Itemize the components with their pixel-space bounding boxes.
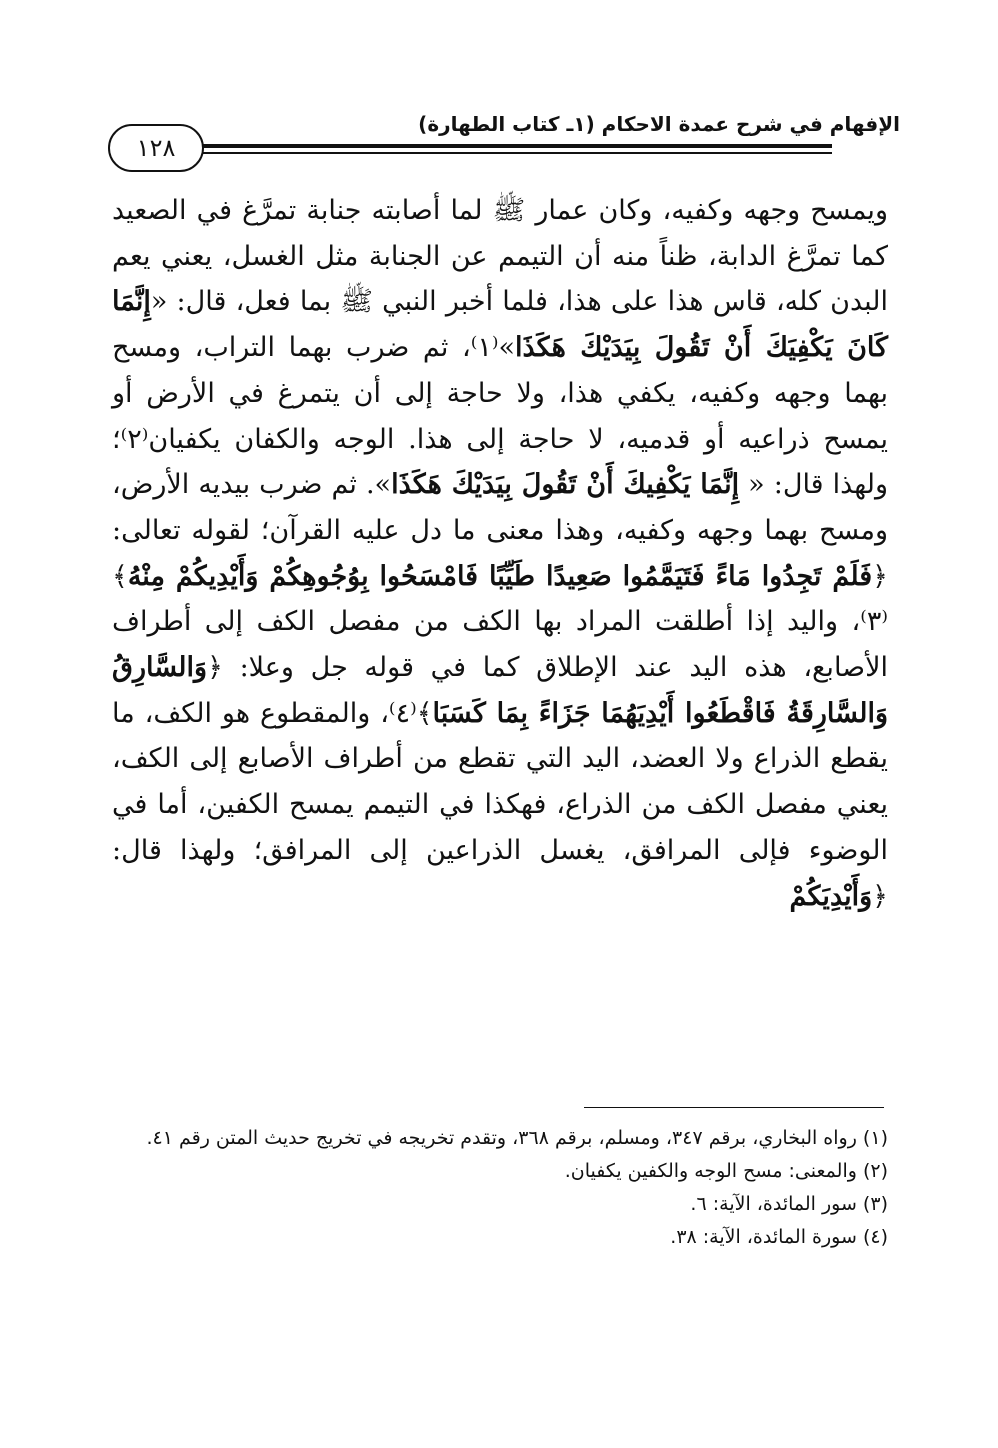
- footnote: (٢) والمعنى: مسح الوجه والكفين يكفيان.: [564, 1160, 888, 1182]
- text-run: ويمسح وجهه وكفيه، وكان عمار ﷺ لما أصابته جنابة تمرَّغ في الصعيد كما تمرَّغ الدابة، ظناً منه أن التيمم عن الجنابة مثل الغسل، يعني يعم البدن كله، قاس هذا على هذا، فلما أخبر النبي ﷺ بما فعل، قال: «: [112, 195, 888, 318]
- paragraph: [112, 188, 888, 919]
- footnote-separator: [584, 1107, 884, 1108]
- text-run: ﴾⁽٣⁾، واليد إذا أطلقت المراد بها الكف من مفصل الكف إلى أطراف الأصابع، هذه اليد عند الإطلاق كما في قوله جل وعلا: ﴿: [112, 560, 888, 684]
- footnotes: [112, 1122, 888, 1254]
- quran-verse: فَلَمْ تَجِدُوا مَاءً فَتَيَمَّمُوا صَعِيدًا طَيِّبًا فَامْسَحُوا بِوُجُوهِكُمْ وَأَيْدِيكُمْ مِنْهُ: [127, 560, 873, 592]
- hadith-quote: إِنَّمَا كَانَ يَكْفِيَكَ أَنْ تَقُولَ بِيَدَيْكَ هَكَذَا: [112, 286, 889, 364]
- main-text: [112, 188, 888, 919]
- quran-verse: وَالسَّارِقُ وَالسَّارِقَةُ فَاقْطَعُوا أَيْدِيَهُمَا جَزَاءً بِمَا كَسَبَا: [112, 652, 888, 729]
- hadith-quote: إِنَّمَا يَكْفِيكَ أَنْ تَقُولَ بِيَدَيْكَ هَكَذَا: [391, 469, 740, 501]
- header-rule-thick: [110, 144, 832, 148]
- text-run: »⁽١⁾، ثم ضرب بهما التراب، ومسح بهما وجهه وكفيه، يكفي هذا، ولا حاجة إلى أن يتمرغ في الأرض أو يمسح ذراعيه أو قدميه، لا حاجة إلى هذا. الوجه والكفان يكفيان⁽٢⁾؛ ولهذا قال: «: [112, 332, 888, 501]
- book-title: الإفهام في شرح عمدة الاحكام (١ـ كتاب الطهارة): [418, 112, 900, 136]
- page-header: [110, 108, 900, 178]
- header-rule-thin: [110, 152, 832, 154]
- footnote: (١) رواه البخاري، برقم ٣٤٧، ومسلم، برقم ٣٦٨، وتقدم تخريجه في تخريج حديث المتن رقم ٤١.: [146, 1127, 888, 1149]
- text-run: ﴾⁽٤⁾، والمقطوع هو الكف، ما يقطع الذراع ولا العضد، اليد التي تقطع من أطراف الأصابع إلى الكف، يعني مفصل الكف من الذراع، فهكذا في التيمم يمسح الكفين، أما في الوضوء فإلى المرافق، يغسل الذراعين إلى المرافق؛ ولهذا قال: ﴿: [112, 697, 888, 912]
- text-run: ». ثم ضرب بيديه الأرض، ومسح بهما وجهه وكفيه، وهذا معنى ما دل عليه القرآن؛ لقوله تعالى: ﴿: [112, 469, 888, 592]
- page-number: ١٢٨: [108, 124, 204, 172]
- quran-verse: وَأَيْدِيَكُمْ: [789, 880, 873, 912]
- footnote: (٤) سورة المائدة، الآية: ٣٨.: [670, 1226, 888, 1248]
- footnote: (٣) سور المائدة، الآية: ٦.: [690, 1193, 888, 1215]
